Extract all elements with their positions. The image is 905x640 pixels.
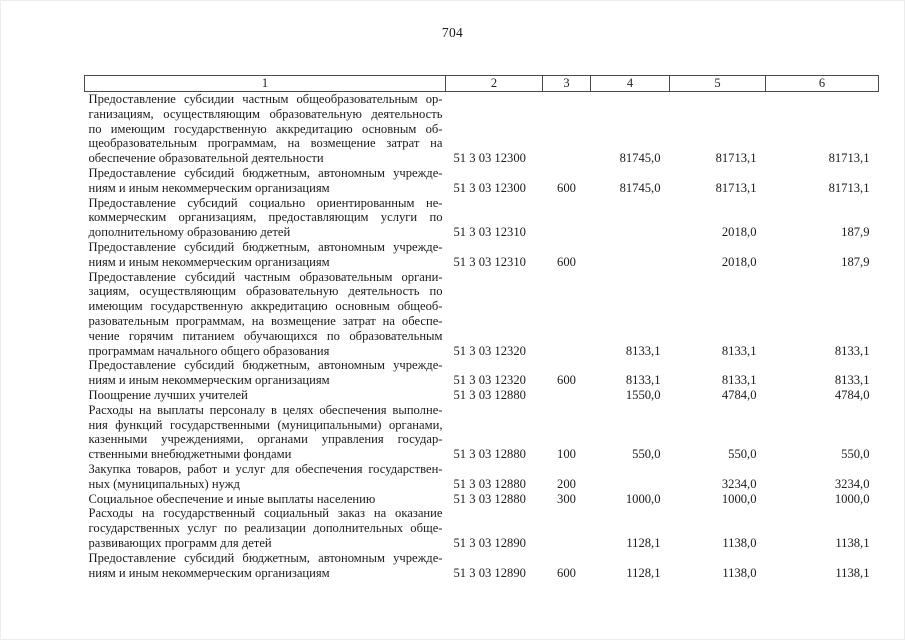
row-name-cell <box>85 388 446 403</box>
row-amount-col5-cell: 81713,1 <box>715 180 757 195</box>
table-header-row <box>85 76 879 92</box>
row-code-cell: 51 3 03 12880 <box>453 476 526 491</box>
row-name-cell <box>85 492 446 507</box>
row-code-cell: 51 3 03 12320 <box>453 343 526 358</box>
row-code-cell: 51 3 03 12300 <box>453 151 526 166</box>
name-line: Социальное обеспечение и иные выплаты населению <box>88 491 376 506</box>
row-code-cell: 51 3 03 12310 <box>453 225 526 240</box>
table-row <box>85 492 879 507</box>
row-name-cell <box>85 506 446 550</box>
name-line: коммерческим организациям, предоставляющим услуги по <box>88 210 443 225</box>
name-line: ных (муниципальных) нужд <box>88 476 240 491</box>
table-row <box>85 92 879 166</box>
name-line: Закупка товаров, работ и услуг для обеспечения государствен- <box>88 461 443 476</box>
column-header-5: 5 <box>670 76 766 92</box>
row-amount-col5-cell: 2018,0 <box>721 225 757 240</box>
row-code-cell: 51 3 03 12890 <box>453 565 526 580</box>
row-expense-type-cell <box>543 196 591 240</box>
row-expense-type-cell <box>543 270 591 359</box>
name-line: ственными внебюджетными фондами <box>88 447 292 462</box>
name-line: программам начального общего образования <box>88 343 330 358</box>
name-line: казенными учреждениями, органами управления государ- <box>88 432 443 447</box>
row-expense-type-cell: 600 <box>557 373 576 388</box>
row-amount-col5-cell: 8133,1 <box>721 343 757 358</box>
table-row <box>85 166 879 196</box>
name-line: Предоставление субсидий бюджетным, автономным учрежде- <box>88 550 443 565</box>
name-line: Предоставление субсидий частным образовательным органи- <box>88 269 443 284</box>
row-amount-col6-cell: 187,9 <box>841 254 870 269</box>
name-line: чение горячим питанием обучающихся по образовательным <box>88 328 443 343</box>
row-name-cell <box>85 166 446 196</box>
name-line: Поощрение лучших учителей <box>88 387 248 402</box>
row-expense-type-cell: 100 <box>557 447 576 462</box>
table-header <box>85 76 879 92</box>
row-amount-col5-cell: 1138,0 <box>722 565 757 580</box>
row-name-cell <box>85 551 446 581</box>
table-row <box>85 506 879 550</box>
name-line: Расходы на выплаты персоналу в целях обеспечения выполне- <box>88 402 443 417</box>
row-code-cell: 51 3 03 12310 <box>453 254 526 269</box>
row-name-cell <box>85 196 446 240</box>
name-line: разовательным программам, на возмещение затрат на обеспе- <box>88 313 443 328</box>
row-amount-col6-cell: 550,0 <box>841 447 870 462</box>
row-amount-col4-cell: 550,0 <box>632 447 661 462</box>
name-line: развивающих программ для детей <box>88 535 272 550</box>
name-line: ниям и иным некоммерческим организациям <box>88 254 330 269</box>
row-amount-col6-cell: 187,9 <box>841 225 870 240</box>
row-amount-col4-cell: 81745,0 <box>619 180 661 195</box>
row-amount-col5-cell: 550,0 <box>728 447 757 462</box>
name-line: ниям и иным некоммерческим организациям <box>88 565 330 580</box>
row-amount-col5-cell: 1000,0 <box>721 491 757 506</box>
row-expense-type-cell: 600 <box>557 180 576 195</box>
name-line: Предоставление субсидий бюджетным, автономным учрежде- <box>88 165 443 180</box>
table-row <box>85 358 879 388</box>
row-amount-col4-cell: 8133,1 <box>625 373 661 388</box>
column-header-1: 1 <box>85 76 446 92</box>
row-code-cell: 51 3 03 12320 <box>453 373 526 388</box>
table-row <box>85 270 879 359</box>
budget-table <box>84 75 879 580</box>
row-amount-col5-cell: 1138,0 <box>722 535 757 550</box>
row-amount-col6-cell: 1000,0 <box>834 491 870 506</box>
row-expense-type-cell: 300 <box>557 491 576 506</box>
row-code-cell: 51 3 03 12890 <box>453 535 526 550</box>
row-amount-col4-cell <box>591 462 670 492</box>
row-code-cell: 51 3 03 12880 <box>453 491 526 506</box>
table-row <box>85 196 879 240</box>
row-name-cell <box>85 358 446 388</box>
name-line: Предоставление субсидий бюджетным, автономным учрежде- <box>88 358 443 373</box>
name-line: зациям, осуществляющим образовательную деятельность по <box>88 284 443 299</box>
table-body <box>85 92 879 581</box>
table-row <box>85 462 879 492</box>
table-row <box>85 403 879 462</box>
page-number: 704 <box>441 25 464 40</box>
row-amount-col6-cell: 1138,1 <box>835 535 870 550</box>
row-amount-col6-cell: 8133,1 <box>834 373 870 388</box>
column-header-4: 4 <box>591 76 670 92</box>
row-expense-type-cell: 200 <box>557 476 576 491</box>
row-amount-col4-cell: 81745,0 <box>619 151 661 166</box>
row-expense-type-cell: 600 <box>557 254 576 269</box>
row-amount-col5-cell: 81713,1 <box>715 151 757 166</box>
row-amount-col4-cell: 1128,1 <box>626 565 661 580</box>
row-name-cell <box>85 462 446 492</box>
name-line: обеспечение образовательной деятельности <box>88 151 324 166</box>
column-header-2: 2 <box>446 76 543 92</box>
row-code-cell: 51 3 03 12880 <box>453 387 526 402</box>
row-expense-type-cell <box>543 388 591 403</box>
name-line: ниям и иным некоммерческим организациям <box>88 373 330 388</box>
row-name-cell <box>85 240 446 270</box>
row-amount-col4-cell: 1128,1 <box>626 535 661 550</box>
row-amount-col4-cell: 8133,1 <box>625 343 661 358</box>
name-line: щеобразовательным программам, на возмещение затрат на <box>88 136 443 151</box>
name-line: государственных услуг по реализации дополнительных обще- <box>88 521 443 536</box>
row-amount-col4-cell <box>591 196 670 240</box>
name-line: Расходы на государственный социальный заказ на оказание <box>88 506 443 521</box>
name-line: дополнительному образованию детей <box>88 225 291 240</box>
row-amount-col4-cell: 1550,0 <box>625 387 661 402</box>
row-amount-col6-cell: 81713,1 <box>828 180 870 195</box>
row-amount-col6-cell: 81713,1 <box>828 151 870 166</box>
row-expense-type-cell <box>543 506 591 550</box>
table-row <box>85 388 879 403</box>
row-amount-col4-cell: 1000,0 <box>625 491 661 506</box>
name-line: Предоставление субсидии частным общеобразовательным ор- <box>88 92 443 106</box>
row-amount-col4-cell <box>591 240 670 270</box>
table-row <box>85 240 879 270</box>
column-header-6: 6 <box>766 76 879 92</box>
column-header-3: 3 <box>543 76 591 92</box>
name-line: по имеющим государственную аккредитацию основным об- <box>88 121 443 136</box>
row-name-cell <box>85 270 446 359</box>
name-line: имеющим государственную аккредитацию основным общеоб- <box>88 299 443 314</box>
name-line: ниям и иным некоммерческим организациям <box>88 180 330 195</box>
row-amount-col5-cell: 3234,0 <box>721 476 757 491</box>
row-amount-col5-cell: 2018,0 <box>721 254 757 269</box>
row-amount-col6-cell: 3234,0 <box>834 476 870 491</box>
row-name-cell <box>85 92 446 166</box>
name-line: Предоставление субсидий бюджетным, автономным учрежде- <box>88 239 443 254</box>
row-amount-col6-cell: 4784,0 <box>834 387 870 402</box>
row-amount-col6-cell: 8133,1 <box>834 343 870 358</box>
table-row <box>85 551 879 581</box>
row-expense-type-cell: 600 <box>557 565 576 580</box>
name-line: ния функций государственными (муниципальными) органами, <box>88 417 443 432</box>
row-amount-col6-cell: 1138,1 <box>835 565 870 580</box>
row-amount-col5-cell: 4784,0 <box>721 387 757 402</box>
row-amount-col5-cell: 8133,1 <box>721 373 757 388</box>
row-expense-type-cell <box>543 92 591 166</box>
name-line: ганизациям, осуществляющим образовательную деятельность <box>88 106 443 121</box>
row-code-cell: 51 3 03 12880 <box>453 447 526 462</box>
row-name-cell <box>85 403 446 462</box>
row-code-cell: 51 3 03 12300 <box>453 180 526 195</box>
name-line: Предоставление субсидий социально ориентированным не- <box>88 195 443 210</box>
